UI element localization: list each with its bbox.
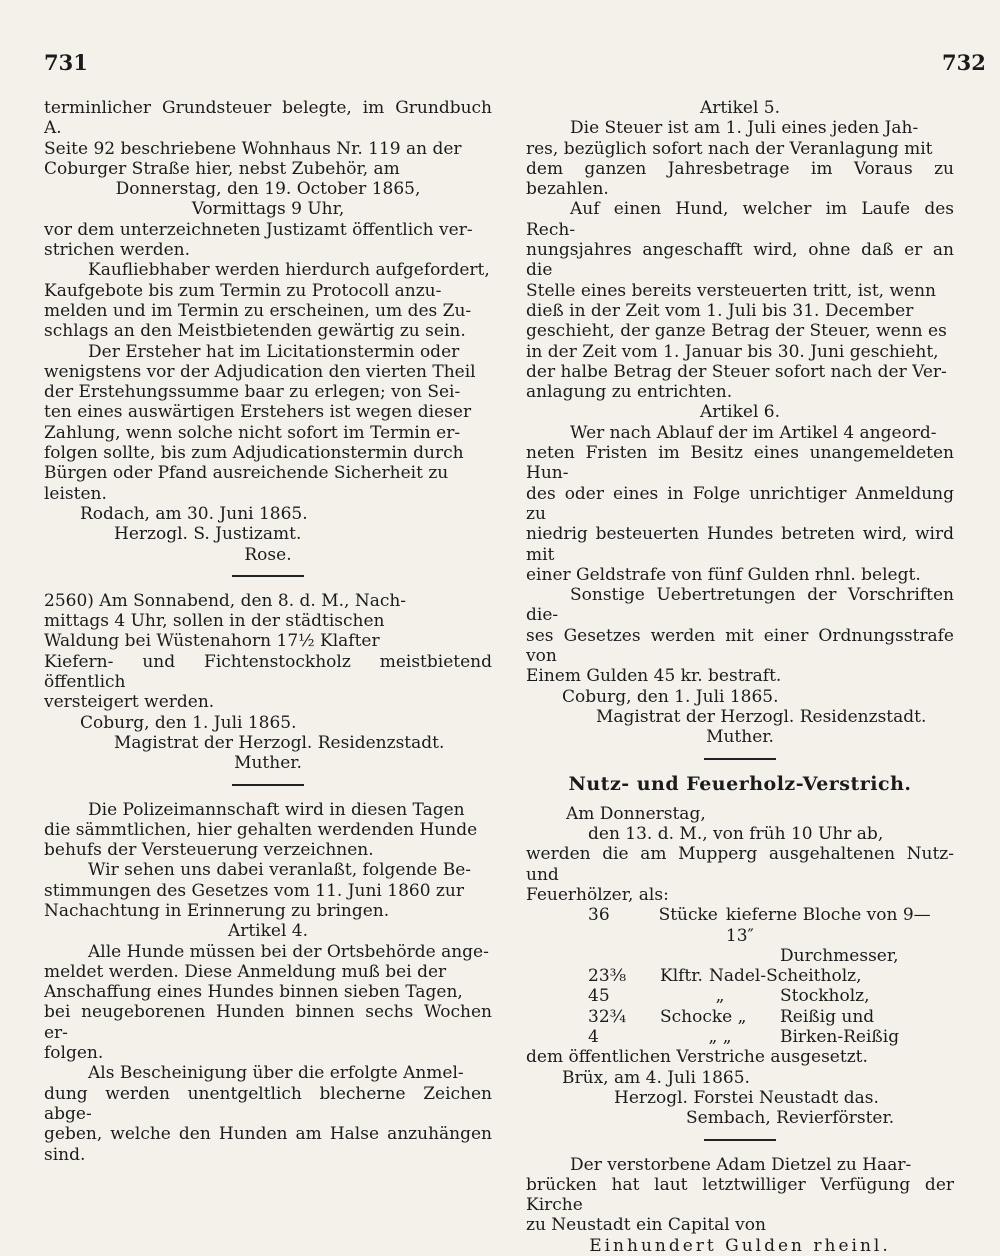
wood-list [526,905,954,1047]
section-divider [704,758,776,760]
place-date: Brüx, am 4. Juli 1865. [562,1067,750,1088]
text-line: dung werden unentgeltlich blecherne Zeichen abge- [44,1083,492,1124]
wood-unit: Schocke „ [660,1006,747,1027]
text-line: Zahlung, wenn solche nicht sofort im Termin er- [44,422,461,443]
text-line: versteigert werden. [44,692,215,713]
text-line: Die Steuer ist am 1. Juli eines jeden Jah- [570,118,919,139]
text-line: Bürgen oder Pfand ausreichende Sicherheit zu [44,463,449,484]
text-line: Waldung bei Wüstenahorn 17½ Klafter [44,631,380,652]
article-title: Artikel 5. [699,98,781,118]
article-title: Artikel 6. [699,402,781,423]
section-divider [704,1139,776,1141]
text-line: nungsjahres angeschafft wird, ohne daß er an die [526,240,954,281]
text-line: werden die am Mupperg ausgehaltenen Nutz- und [526,844,954,885]
wood-quantity: 4 [588,1027,599,1048]
text-line: Anschaffung eines Hundes binnen sieben Tagen, [44,982,463,1003]
dog-tax-notice-continued [526,98,954,748]
article-title: Artikel 4. [227,921,309,942]
wood-quantity: 36 [588,905,610,926]
wood-quantity: 32¾ [588,1006,627,1027]
text-line: Am Donnerstag, [566,803,706,824]
notice-heading: Nutz- und Feuerholz-Verstrich. [568,772,912,795]
text-line: den 13. d. M., von früh 10 Uhr ab, [588,824,884,845]
list-item [588,905,954,946]
text-line: Kiefern- und Fichtenstockholz meistbietend öffentlich [44,651,492,693]
text-line: zu Neustadt ein Capital von [526,1215,766,1236]
text-line: strichen werden. [44,240,191,261]
place-date: Coburg, den 1. Juli 1865. [80,712,297,733]
place-date: Coburg, den 1. Juli 1865. [562,686,779,707]
place-date: Rodach, am 30. Juni 1865. [80,503,308,524]
text-line: Kaufliebhaber werden hierdurch aufgefordert, [88,260,490,281]
bequest-notice [526,1155,954,1256]
issuing-office: Herzogl. Forstei Neustadt das. [614,1087,879,1108]
text-line: Als Bescheinigung über die erfolgte Anmel- [88,1063,464,1084]
wood-auction-notice [44,591,492,774]
text-line: brücken hat laut letztwilliger Verfügung der Kirche [526,1174,954,1216]
text-line: 2560) Am Sonnabend, den 8. d. M., Nach- [44,590,407,611]
wood-unit: Stücke [658,905,718,926]
text-line: meldet werden. Diese Anmeldung muß bei der [44,961,447,982]
wood-sale-notice [526,774,954,1129]
wood-unit: Klftr. [660,966,703,987]
text-line: folgen. [44,1043,104,1064]
text-line: Stelle eines bereits versteuerten tritt, ist, wenn [526,280,937,301]
property-auction-notice [44,98,492,565]
list-item [588,946,954,966]
text-line: geschieht, der ganze Betrag der Steuer, wenn es [526,321,947,342]
text-line: neten Fristen im Besitz eines unangemeldeten Hun- [526,443,954,484]
text-line: folgen sollte, bis zum Adjudicationstermin durch [44,443,464,464]
text-line: Die Polizeimannschaft wird in diesen Tagen [88,799,465,820]
text-line: der halbe Betrag der Steuer sofort nach der Ver- [526,361,947,382]
text-line: dem öffentlichen Verstriche ausgesetzt. [526,1047,868,1068]
text-line: res, bezüglich sofort nach der Veranlagung mit [526,138,933,159]
text-line: in der Zeit vom 1. Januar bis 30. Juni geschieht, [526,341,939,362]
text-line: Kaufgebote bis zum Termin zu Protocoll anzu- [44,280,442,301]
text-line: behufs der Versteuerung verzeichnen. [44,840,374,861]
wood-description: Durchmesser, [780,945,899,966]
text-line: dem ganzen Jahresbetrage im Voraus zu bezahlen. [526,158,954,200]
wood-description: Reißig und [780,1006,875,1027]
wood-description: kieferne Bloche von 9—13″ [725,905,931,946]
wood-description: Stockholz, [780,986,870,1007]
text-line: Sonstige Uebertretungen der Vorschriften die- [526,585,954,626]
text-line: Wir sehen uns dabei veranlaßt, folgende Be- [88,860,472,881]
text-line: vor dem unterzeichneten Justizamt öffentlich ver- [44,219,473,240]
text-line: Nachachtung in Erinnerung zu bringen. [44,900,390,921]
issuing-office: Magistrat der Herzogl. Residenzstadt. [114,732,445,753]
text-line: Der Ersteher hat im Licitationstermin oder [88,341,460,362]
text-line: anlagung zu entrichten. [526,382,733,403]
list-item [588,986,954,1006]
text-line: melden und im Termin zu erscheinen, um des Zu- [44,300,472,321]
text-line: Einem Gulden 45 kr. bestraft. [526,666,782,687]
text-line: Wer nach Ablauf der im Artikel 4 angeord- [570,422,937,443]
auction-date: Donnerstag, den 19. October 1865, [115,179,421,200]
list-item [588,1027,954,1047]
text-line: des oder eines in Folge unrichtiger Anmeldung zu [526,483,954,524]
issuing-office: Herzogl. S. Justizamt. [114,524,302,545]
text-line: geben, welche den Hunden am Halse anzuhängen sind. [44,1124,492,1165]
bequest-amount: Einhundert Gulden rheinl. [589,1235,891,1256]
right-column [526,98,954,1256]
text-line: mittags 4 Uhr, sollen in der städtischen [44,611,385,632]
text-line: niedrig besteuerten Hundes betreten wird, wird mit [526,524,954,565]
text-line: die sämmtlichen, hier gehalten werdenden Hunde [44,819,478,840]
text-line: Alle Hunde müssen bei der Ortsbehörde ange- [88,941,489,962]
text-line: Auf einen Hund, welcher im Laufe des Rech- [526,199,954,240]
section-divider [232,784,304,786]
auction-time: Vormittags 9 Uhr, [191,199,345,220]
issuing-office: Magistrat der Herzogl. Residenzstadt. [596,706,927,727]
text-line: wenigstens vor der Adjudication den vierten Theil [44,361,476,382]
text-line: Seite 92 beschriebene Wohnhaus Nr. 119 an der [44,138,462,159]
text-line: Der verstorbene Adam Dietzel zu Haar- [570,1154,912,1175]
left-column [44,98,492,1165]
text-line: leisten. [44,483,107,504]
wood-quantity: 45 [588,986,610,1007]
page-number-left: 731 [44,50,88,75]
text-line: bei neugeborenen Hunden binnen sechs Wochen er- [44,1002,492,1043]
wood-unit: „ [715,986,725,1007]
text-line: der Erstehungssumme baar zu erlegen; von Sei- [44,382,461,403]
page-number-right: 732 [942,50,986,75]
wood-quantity: 23⅜ [588,966,627,987]
text-line: ten eines auswärtigen Erstehers ist wegen dieser [44,402,472,423]
dog-tax-notice [44,800,492,1165]
signature: Sembach, Revierförster. [686,1108,895,1129]
list-item [588,1007,954,1027]
wood-description: Nadel-Scheitholz, [708,966,862,987]
text-line: einer Geldstrafe von fünf Gulden rhnl. belegt. [526,564,921,585]
text-line: stimmungen des Gesetzes vom 11. Juni 1860 zur [44,880,464,901]
text-line: ses Gesetzes werden mit einer Ordnungsstrafe von [526,625,954,667]
signature: Muther. [706,727,774,748]
signature: Muther. [234,753,302,774]
text-line: terminlicher Grundsteuer belegte, im Grundbuch A. [44,98,492,139]
signature: Rose. [244,544,292,565]
text-line: dieß in der Zeit vom 1. Juli bis 31. December [526,300,914,321]
list-item [588,966,954,986]
wood-description: Birken-Reißig [780,1027,900,1048]
section-divider [232,575,304,577]
wood-unit: „ „ [708,1027,732,1048]
wood-unit [660,946,780,966]
text-line: schlags an den Meistbietenden gewärtig zu sein. [44,321,466,342]
text-line: Coburger Straße hier, nebst Zubehör, am [44,158,400,179]
text-line: Feuerhölzer, als: [526,884,669,905]
wood-quantity [588,946,660,966]
